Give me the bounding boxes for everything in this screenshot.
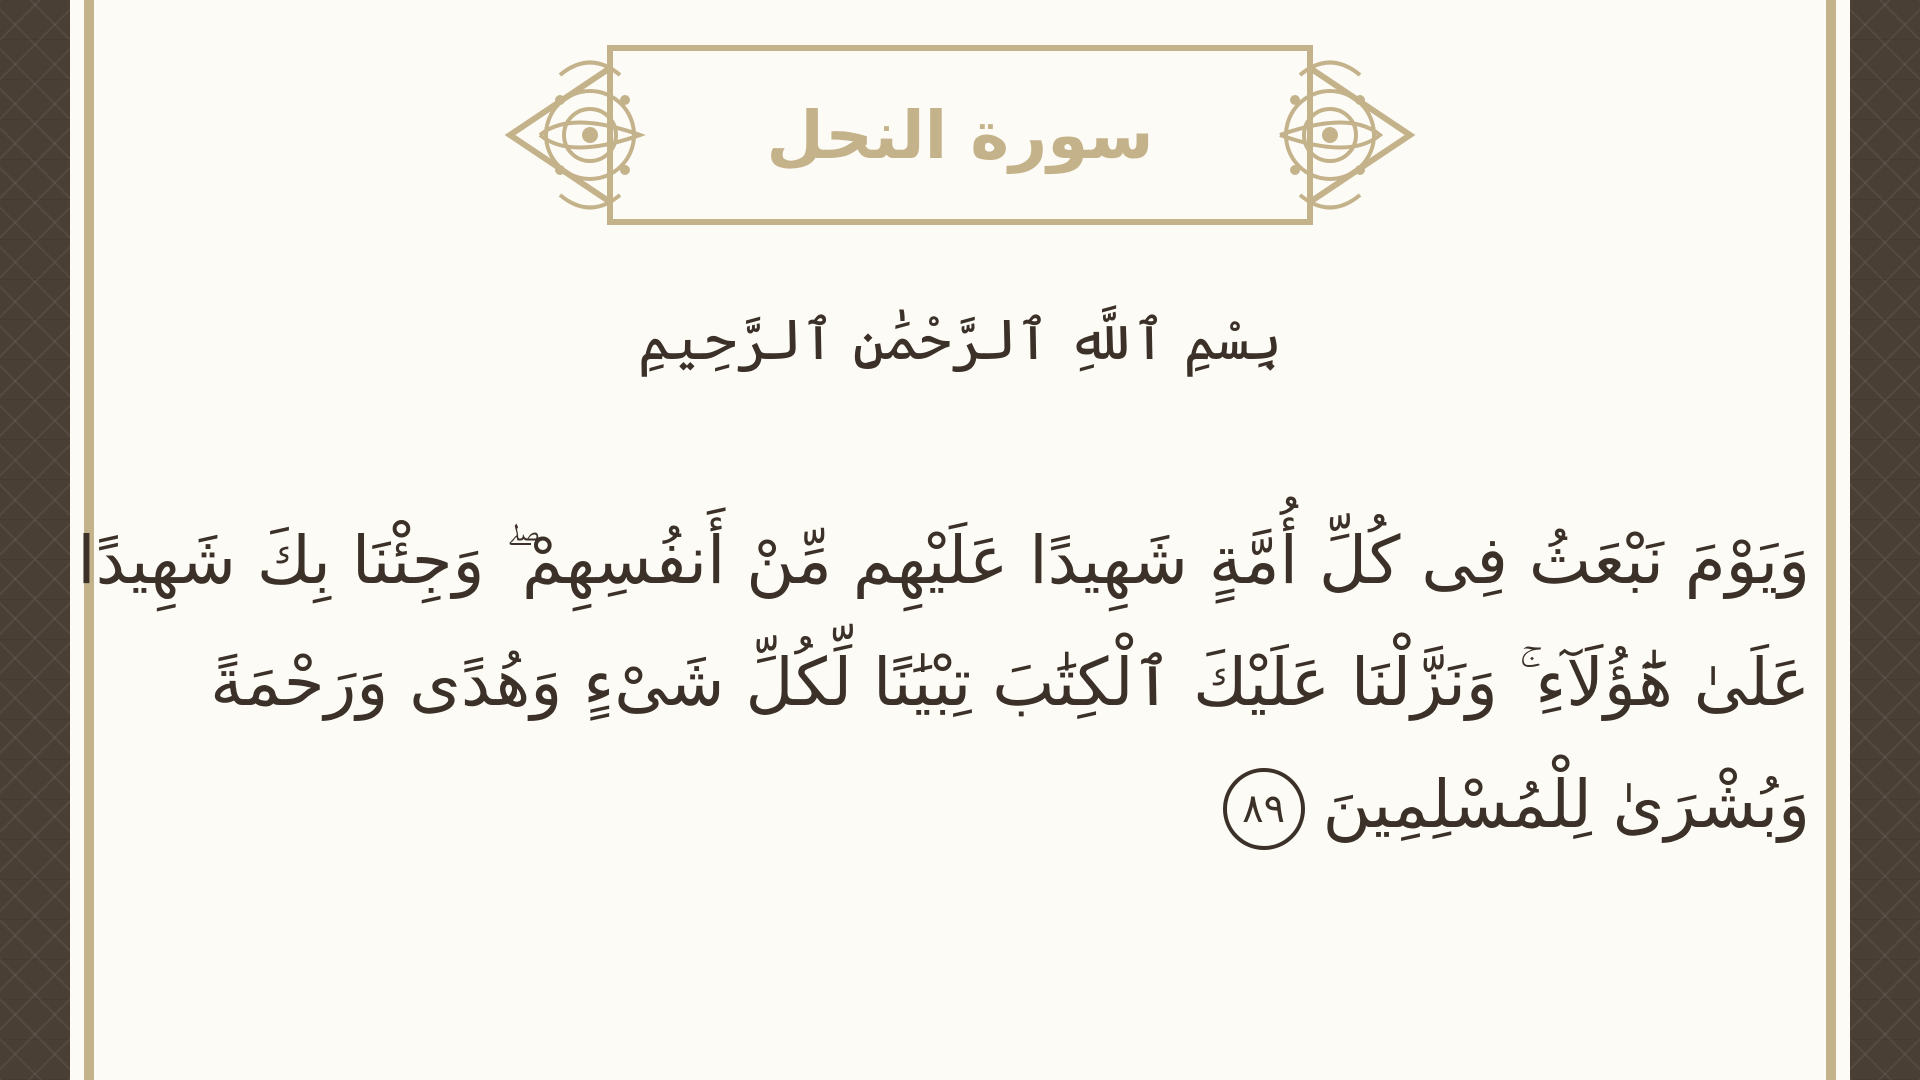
- surah-title: سورة النحل: [766, 96, 1154, 174]
- basmala: بِسْمِ ٱللَّهِ ٱلرَّحْمَٰنِ ٱلرَّحِيمِ: [637, 307, 1283, 373]
- verse-text: [77, 500, 1810, 866]
- verse-line-3-text: وَبُشْرَىٰ لِلْمُسْلِمِينَ: [1322, 766, 1810, 843]
- verse-line-1: وَيَوْمَ نَبْعَثُ فِى كُلِّ أُمَّةٍ شَهِيدًا عَلَيْهِم مِّنْ أَنفُسِهِمْ ۖ وَجِئْنَا بِكَ شَهِيدًا: [77, 522, 1810, 599]
- right-ornamental-border: [1850, 0, 1920, 1080]
- ayah-number-marker: ٨٩: [1223, 768, 1305, 850]
- surah-title-frame: [500, 40, 1420, 230]
- verse-line-2: عَلَىٰ هَٰٓؤُلَآءِ ۚ وَنَزَّلْنَا عَلَيْكَ ٱلْكِتَٰبَ تِبْيَٰنًا لِّكُلِّ شَىْءٍ وَهُدًى وَرَحْمَةً: [210, 644, 1810, 721]
- verse-line-3: [200, 744, 1810, 866]
- right-gold-line: [1826, 0, 1836, 1080]
- left-ornamental-border: [0, 0, 70, 1080]
